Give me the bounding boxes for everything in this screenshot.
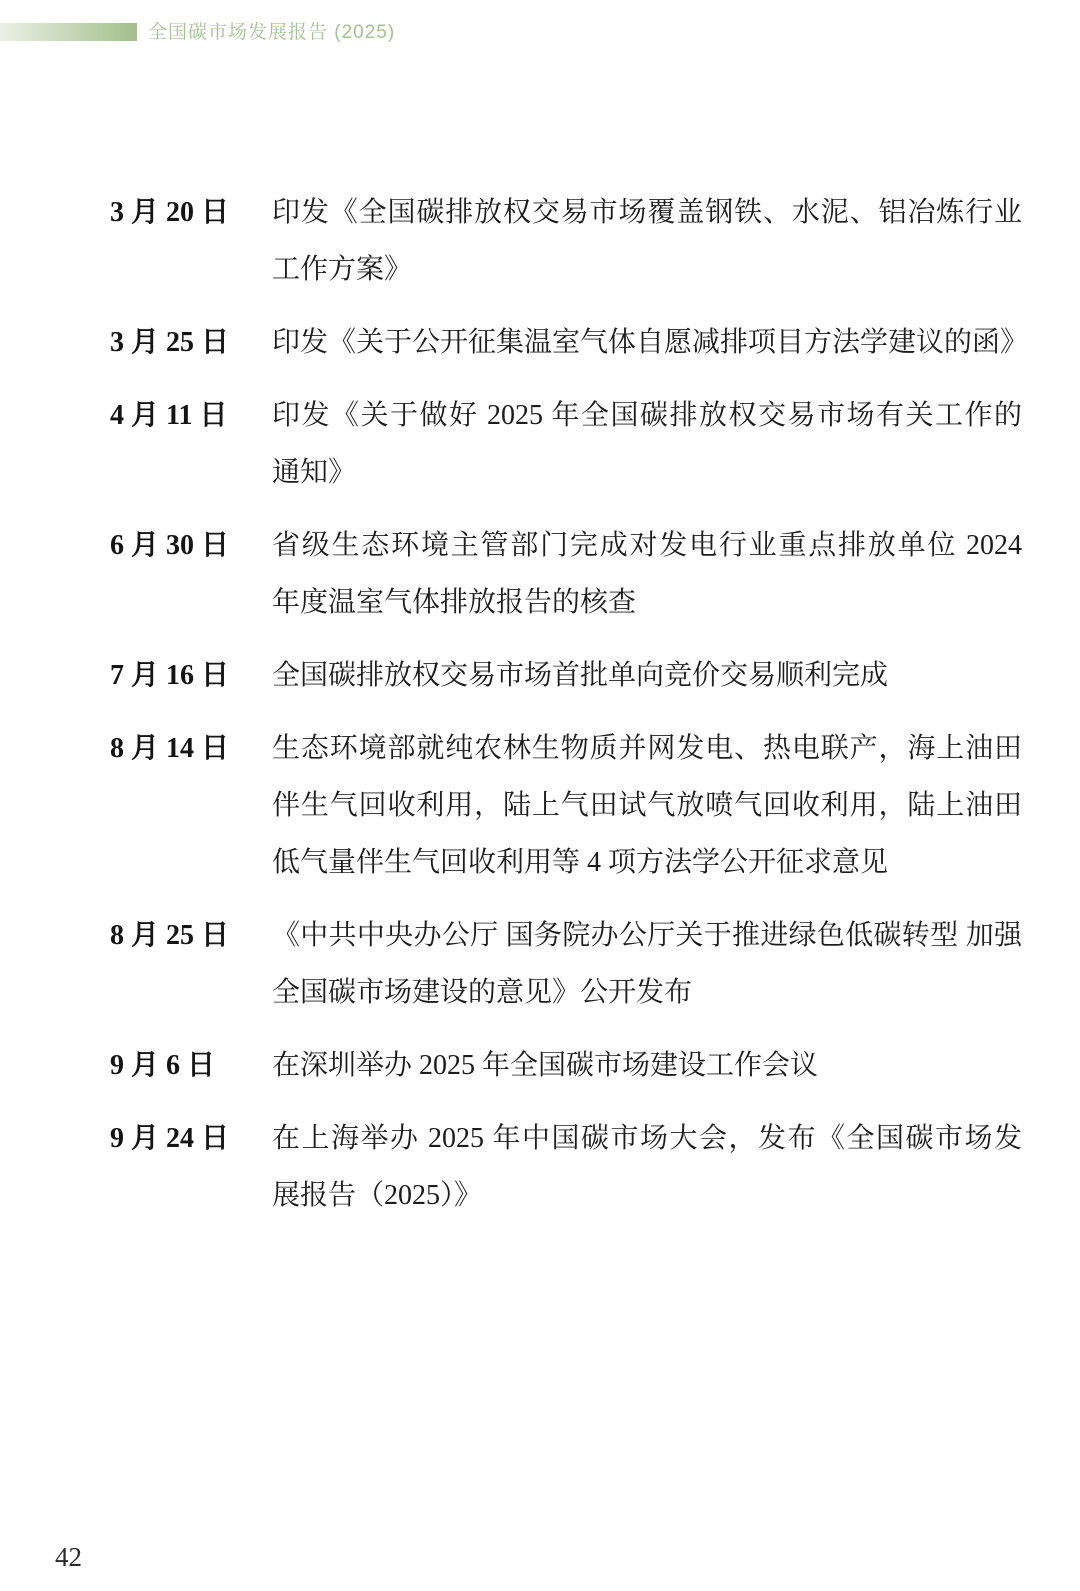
timeline-date: 9 月 24 日 xyxy=(110,1123,230,1154)
timeline-entry xyxy=(110,907,1022,1021)
timeline-line: 省级生态环境主管部门完成对发电行业重点排放单位 2024 xyxy=(272,530,1022,561)
timeline-date: 9 月 6 日 xyxy=(110,1050,216,1081)
timeline-line: 印发《全国碳排放权交易市场覆盖钢铁、水泥、铝冶炼行业 xyxy=(272,197,1022,228)
timeline-line: 在深圳举办 2025 年全国碳市场建设工作会议 xyxy=(272,1050,819,1081)
timeline-line: 低气量伴生气回收利用等 4 项方法学公开征求意见 xyxy=(272,847,889,878)
timeline-entry-text xyxy=(272,387,1022,501)
timeline-line: 印发《关于公开征集温室气体自愿减排项目方法学建议的函》 xyxy=(272,327,1029,358)
report-header-title: 全国碳市场发展报告 (2025) xyxy=(148,22,396,43)
timeline xyxy=(110,184,1029,1240)
timeline-line: 全国碳市场建设的意见》公开发布 xyxy=(272,977,693,1008)
timeline-date: 7 月 16 日 xyxy=(110,660,230,691)
timeline-date: 6 月 30 日 xyxy=(110,530,230,561)
timeline-line: 工作方案》 xyxy=(272,254,413,285)
timeline-entry-text xyxy=(272,720,1022,891)
timeline-entry xyxy=(110,184,1022,298)
timeline-entry-text xyxy=(272,184,1022,298)
page-number: 42 xyxy=(55,1542,82,1572)
header-accent-bar xyxy=(0,23,137,41)
timeline-entry xyxy=(110,387,1022,501)
timeline-entry-text xyxy=(272,1037,1022,1094)
timeline-entry xyxy=(110,1037,1022,1094)
timeline-date: 8 月 14 日 xyxy=(110,733,230,764)
timeline-line: 印发《关于做好 2025 年全国碳排放权交易市场有关工作的 xyxy=(272,400,1022,431)
timeline-line: 《中共中央办公厅 国务院办公厅关于推进绿色低碳转型 加强 xyxy=(272,920,1022,951)
timeline-entry xyxy=(110,647,1022,704)
timeline-entry-text xyxy=(272,314,1029,371)
timeline-entry-text xyxy=(272,517,1022,631)
timeline-entry-text xyxy=(272,907,1022,1021)
timeline-entry-text xyxy=(272,1110,1022,1224)
timeline-date: 3 月 20 日 xyxy=(110,197,230,228)
timeline-line: 在上海举办 2025 年中国碳市场大会，发布《全国碳市场发 xyxy=(272,1123,1022,1154)
timeline-line: 伴生气回收利用，陆上气田试气放喷气回收利用，陆上油田 xyxy=(272,790,1022,821)
timeline-entry xyxy=(110,720,1022,891)
timeline-line: 全国碳排放权交易市场首批单向竞价交易顺利完成 xyxy=(272,660,889,691)
timeline-line: 年度温室气体排放报告的核查 xyxy=(272,587,637,618)
timeline-line: 通知》 xyxy=(272,457,357,488)
timeline-date: 8 月 25 日 xyxy=(110,920,230,951)
timeline-line: 生态环境部就纯农林生物质并网发电、热电联产，海上油田 xyxy=(272,733,1022,764)
timeline-date: 3 月 25 日 xyxy=(110,327,230,358)
timeline-line: 展报告（2025）》 xyxy=(272,1180,483,1211)
timeline-entry-text xyxy=(272,647,1022,704)
timeline-date: 4 月 11 日 xyxy=(110,400,228,431)
timeline-entry xyxy=(110,314,1029,371)
timeline-entry xyxy=(110,1110,1022,1224)
timeline-entry xyxy=(110,517,1022,631)
